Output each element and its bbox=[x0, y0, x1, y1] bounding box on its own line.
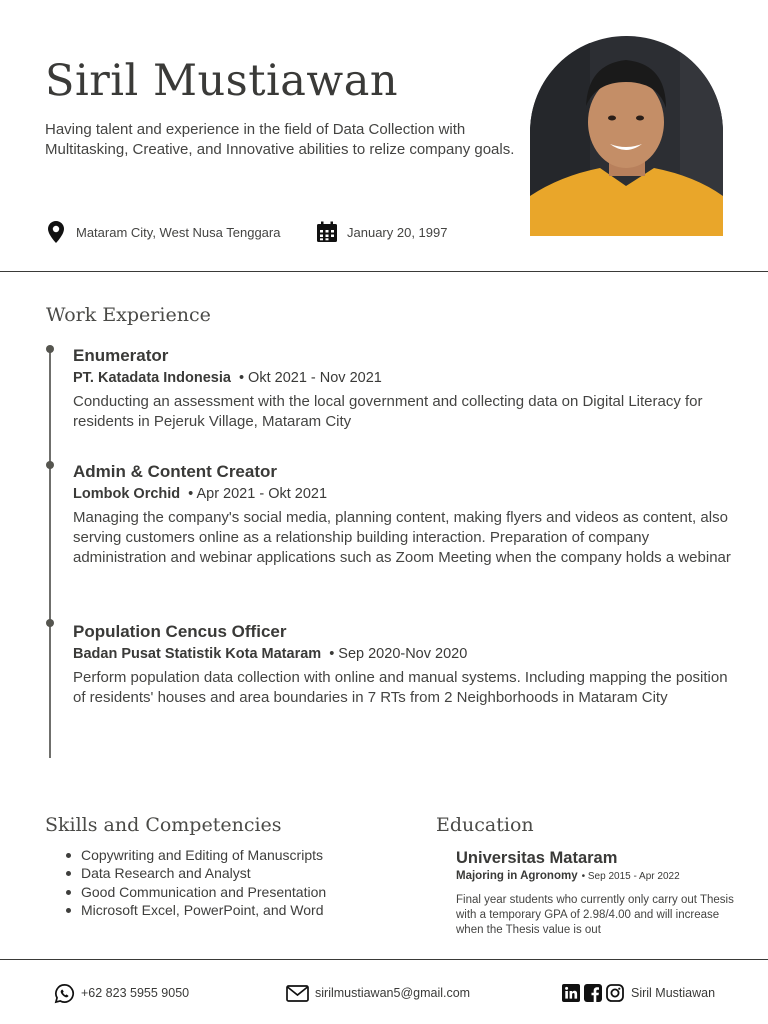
education-subline bbox=[456, 868, 736, 885]
skill-item: Copywriting and Editing of Manuscripts bbox=[63, 846, 326, 864]
job-period: • Apr 2021 - Okt 2021 bbox=[188, 486, 328, 502]
skill-item: Data Research and Analyst bbox=[63, 864, 326, 882]
calendar-icon bbox=[316, 220, 338, 244]
job-description: Conducting an assessment with the local government and collecting data on Digital Literacy for residents in Pejeruk Village, Mataram City bbox=[73, 393, 703, 430]
email-address: sirilmustiawan5@gmail.com bbox=[315, 986, 471, 1000]
linkedin-icon bbox=[562, 984, 580, 1002]
birth-date-text: January 20, 1997 bbox=[347, 224, 448, 240]
whatsapp-icon bbox=[54, 983, 75, 1004]
job-description: Managing the company's social media, planning content, making flyers and videos as content, also serving customers online as a relationship building interaction. Preparation of company administration and webinar applications such as Zoom Meeting when the company holds a webinar bbox=[73, 509, 731, 566]
timeline-line bbox=[49, 348, 51, 758]
education-heading: Education bbox=[436, 814, 534, 836]
skill-item: Good Communication and Presentation bbox=[63, 883, 326, 901]
job-subline bbox=[73, 484, 733, 504]
header-divider bbox=[0, 271, 768, 272]
job-period: • Okt 2021 - Nov 2021 bbox=[238, 370, 382, 386]
timeline-dot bbox=[46, 619, 54, 627]
timeline-dot bbox=[46, 461, 54, 469]
job-title: Population Cencus Officer bbox=[73, 622, 287, 641]
job-title: Admin & Content Creator bbox=[73, 462, 277, 481]
social-icons bbox=[562, 984, 624, 1002]
education-description: Final year students who currently only carry out Thesis with a temporary GPA of 2.98/4.00 and will increase when the Thesis value is out bbox=[456, 894, 734, 936]
work-experience-heading: Work Experience bbox=[46, 304, 211, 326]
job-subline bbox=[73, 644, 733, 664]
instagram-icon bbox=[606, 984, 624, 1002]
social-handle: Siril Mustiawan bbox=[631, 986, 716, 1000]
skills-heading: Skills and Competencies bbox=[45, 814, 282, 836]
job-company: PT. Katadata Indonesia bbox=[73, 370, 231, 386]
job-title: Enumerator bbox=[73, 346, 169, 365]
profile-summary: Having talent and experience in the field of Data Collection with Multitasking, Creative, and Innovative abilities to relize company goals. bbox=[45, 121, 515, 158]
profile-photo bbox=[530, 36, 723, 236]
job-period: • Sep 2020-Nov 2020 bbox=[329, 646, 468, 662]
job-entry bbox=[73, 621, 733, 708]
education-major: Majoring in Agronomy bbox=[456, 870, 578, 882]
education-school: Universitas Mataram bbox=[456, 849, 618, 867]
education-period: • Sep 2015 - Apr 2022 bbox=[581, 871, 680, 882]
candidate-name: Siril Mustiawan bbox=[45, 56, 399, 106]
location-row bbox=[45, 220, 280, 244]
contact-social bbox=[562, 982, 715, 1004]
envelope-icon bbox=[286, 985, 309, 1002]
facebook-icon bbox=[584, 984, 602, 1002]
job-company: Badan Pusat Statistik Kota Mataram bbox=[73, 646, 322, 662]
map-pin-icon bbox=[45, 220, 67, 244]
job-entry bbox=[73, 461, 733, 568]
birth-date-row bbox=[316, 220, 447, 244]
contact-phone bbox=[54, 982, 189, 1004]
phone-number: +62 823 5955 9050 bbox=[81, 986, 190, 1000]
job-entry bbox=[73, 345, 733, 432]
timeline-dot bbox=[46, 345, 54, 353]
job-company: Lombok Orchid bbox=[73, 486, 181, 502]
job-subline bbox=[73, 368, 733, 388]
skills-list bbox=[63, 846, 326, 920]
skill-item: Microsoft Excel, PowerPoint, and Word bbox=[63, 901, 326, 919]
footer-divider bbox=[0, 959, 768, 960]
contact-email bbox=[286, 982, 470, 1004]
location-text: Mataram City, West Nusa Tenggara bbox=[76, 224, 281, 240]
education-entry bbox=[456, 848, 736, 938]
job-description: Perform population data collection with online and manual systems. Including mapping the position of residents' houses and area boundaries in 7 RTs from 2 Neighborhoods in Mataram City bbox=[73, 669, 728, 706]
